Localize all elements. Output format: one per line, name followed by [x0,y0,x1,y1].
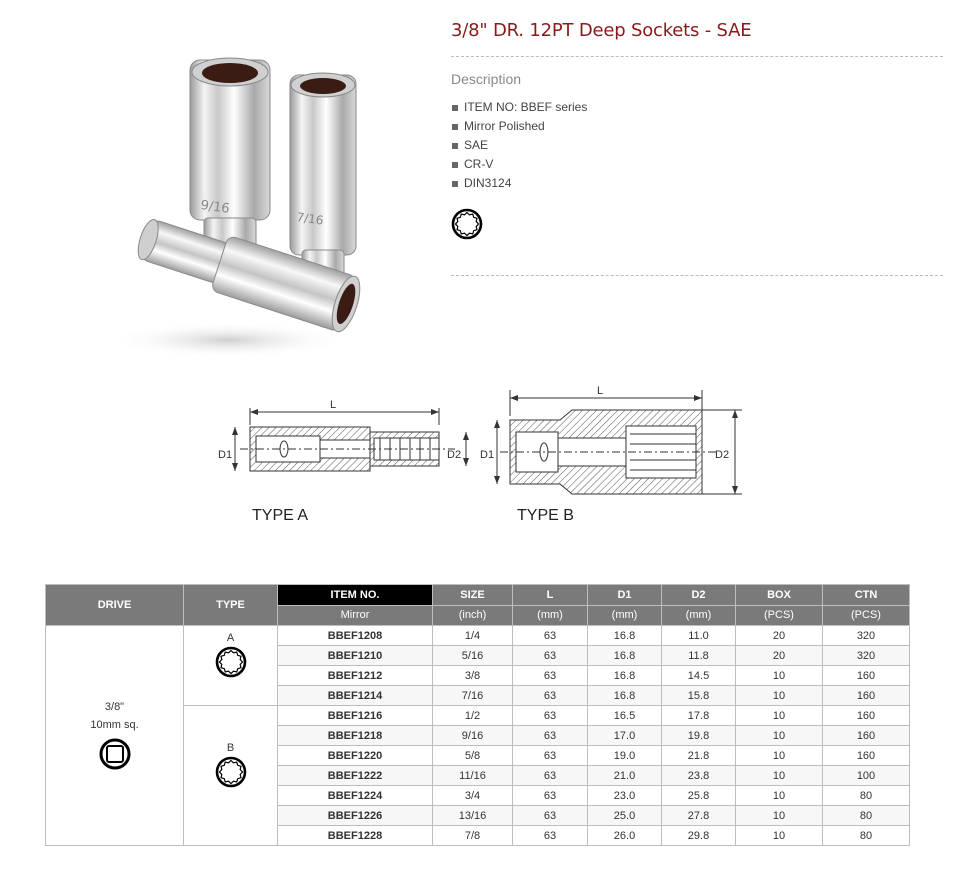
cell-length: 63 [513,726,588,746]
cell-d2: 23.8 [662,766,736,786]
cell-d1: 21.0 [588,766,662,786]
header-box-unit: (PCS) [736,605,823,626]
header-item-no: ITEM NO. [278,585,433,606]
cell-length: 63 [513,766,588,786]
cell-item-no: BBEF1224 [278,786,433,806]
header-l: L [513,585,588,606]
cell-ctn-qty: 100 [823,766,910,786]
dimension-label-d2: D2 [715,449,730,461]
header-ctn-unit: (PCS) [823,605,910,626]
feature-text: CR-V [464,157,494,171]
header-box: BOX [736,585,823,606]
feature-text: DIN3124 [464,176,512,190]
cell-box-qty: 20 [736,646,823,666]
cell-ctn-qty: 320 [823,626,910,646]
divider [451,56,943,57]
12-point-socket-icon [451,208,483,240]
header-ctn: CTN [823,585,910,606]
dimension-label-d1: D1 [480,449,495,461]
feature-item [451,155,587,174]
cell-d1: 16.8 [588,686,662,706]
feature-item [451,174,587,193]
header-d2: D2 [662,585,736,606]
bullet-square-icon [452,105,458,111]
dimension-label-l: L [330,399,337,411]
cell-d1: 16.8 [588,646,662,666]
cell-length: 63 [513,786,588,806]
spec-table-body [46,626,910,846]
cell-size: 11/16 [433,766,513,786]
cell-item-no: BBEF1212 [278,666,433,686]
cell-d2: 21.8 [662,746,736,766]
cell-ctn-qty: 80 [823,786,910,806]
header-drive: DRIVE [46,585,184,626]
cell-item-no: BBEF1216 [278,706,433,726]
cell-ctn-qty: 80 [823,806,910,826]
cell-length: 63 [513,746,588,766]
header-l-unit: (mm) [513,605,588,626]
photo-marking-2: 7/16 [295,209,325,228]
type-label: B [226,742,235,754]
cell-item-no: BBEF1208 [278,626,433,646]
dimension-label-d1: D1 [218,449,233,461]
cell-d2: 14.5 [662,666,736,686]
header-mirror: Mirror [278,605,433,626]
feature-text: Mirror Polished [464,119,545,133]
cell-size: 3/4 [433,786,513,806]
cell-length: 63 [513,826,588,846]
cell-size: 9/16 [433,726,513,746]
cell-d2: 11.8 [662,646,736,666]
bullet-square-icon [452,143,458,149]
cell-item-no: BBEF1218 [278,726,433,746]
12-point-socket-icon [215,646,247,678]
feature-item [451,136,587,155]
cell-box-qty: 10 [736,726,823,746]
cell-box-qty: 10 [736,666,823,686]
cell-size: 3/8 [433,666,513,686]
cell-d2: 25.8 [662,786,736,806]
cell-size: 5/8 [433,746,513,766]
type-b-label: TYPE B [517,507,574,524]
cell-d1: 19.0 [588,746,662,766]
cell-size: 7/8 [433,826,513,846]
cell-box-qty: 10 [736,806,823,826]
cell-length: 63 [513,686,588,706]
type-cell [184,706,278,846]
cell-size: 13/16 [433,806,513,826]
cell-d1: 23.0 [588,786,662,806]
cell-size: 7/16 [433,686,513,706]
cell-size: 1/4 [433,626,513,646]
cell-d1: 25.0 [588,806,662,826]
cell-box-qty: 10 [736,766,823,786]
cell-d2: 29.8 [662,826,736,846]
cell-item-no: BBEF1214 [278,686,433,706]
cell-d1: 16.5 [588,706,662,726]
feature-item [451,117,587,136]
type-cell [184,626,278,706]
cell-size: 5/16 [433,646,513,666]
cell-box-qty: 10 [736,786,823,806]
cell-size: 1/2 [433,706,513,726]
bullet-square-icon [452,181,458,187]
bullet-square-icon [452,162,458,168]
cell-ctn-qty: 160 [823,746,910,766]
cell-box-qty: 10 [736,706,823,726]
dimension-label-d2: D2 [447,449,462,461]
cell-d1: 16.8 [588,626,662,646]
feature-text: SAE [464,138,489,152]
type-a-label: TYPE A [252,507,309,524]
cell-box-qty: 10 [736,746,823,766]
product-title: 3/8" DR. 12PT Deep Sockets - SAE [451,20,752,41]
drive-cell [46,626,184,846]
type-b-drawing [480,378,750,528]
product-photo [108,50,368,360]
description-heading: Description [451,71,522,87]
cell-length: 63 [513,626,588,646]
cell-item-no: BBEF1226 [278,806,433,826]
drive-size: 3/8" [104,701,125,713]
cell-d2: 11.0 [662,626,736,646]
feature-item [451,98,587,117]
cell-d2: 17.8 [662,706,736,726]
cell-d1: 26.0 [588,826,662,846]
feature-text: ITEM NO: BBEF series [464,100,588,114]
cell-ctn-qty: 160 [823,686,910,706]
cell-ctn-qty: 160 [823,666,910,686]
header-d1-unit: (mm) [588,605,662,626]
cell-length: 63 [513,806,588,826]
cell-d2: 19.8 [662,726,736,746]
square-drive-icon [99,738,131,770]
header-type: TYPE [184,585,278,626]
cell-d1: 17.0 [588,726,662,746]
cell-ctn-qty: 160 [823,726,910,746]
divider [451,275,943,276]
header-d1: D1 [588,585,662,606]
bullet-square-icon [452,124,458,130]
header-d2-unit: (mm) [662,605,736,626]
spec-table [45,584,910,846]
cell-box-qty: 10 [736,686,823,706]
type-a-drawing [210,380,470,530]
cell-length: 63 [513,706,588,726]
photo-marking-1: 9/16 [199,197,231,217]
cell-box-qty: 10 [736,826,823,846]
cell-item-no: BBEF1220 [278,746,433,766]
cell-ctn-qty: 320 [823,646,910,666]
cell-box-qty: 20 [736,626,823,646]
feature-list [451,98,587,193]
cell-item-no: BBEF1210 [278,646,433,666]
type-label: A [226,632,235,644]
drive-size-mm: 10mm sq. [90,719,139,731]
cell-d2: 27.8 [662,806,736,826]
header-size-unit: (inch) [433,605,513,626]
header-size: SIZE [433,585,513,606]
table-row [46,626,910,646]
cell-item-no: BBEF1228 [278,826,433,846]
12-point-socket-icon [215,756,247,788]
cell-item-no: BBEF1222 [278,766,433,786]
dimension-label-l: L [597,385,604,397]
cell-d2: 15.8 [662,686,736,706]
cell-ctn-qty: 80 [823,826,910,846]
cell-length: 63 [513,666,588,686]
cell-length: 63 [513,646,588,666]
cell-d1: 16.8 [588,666,662,686]
cell-ctn-qty: 160 [823,706,910,726]
